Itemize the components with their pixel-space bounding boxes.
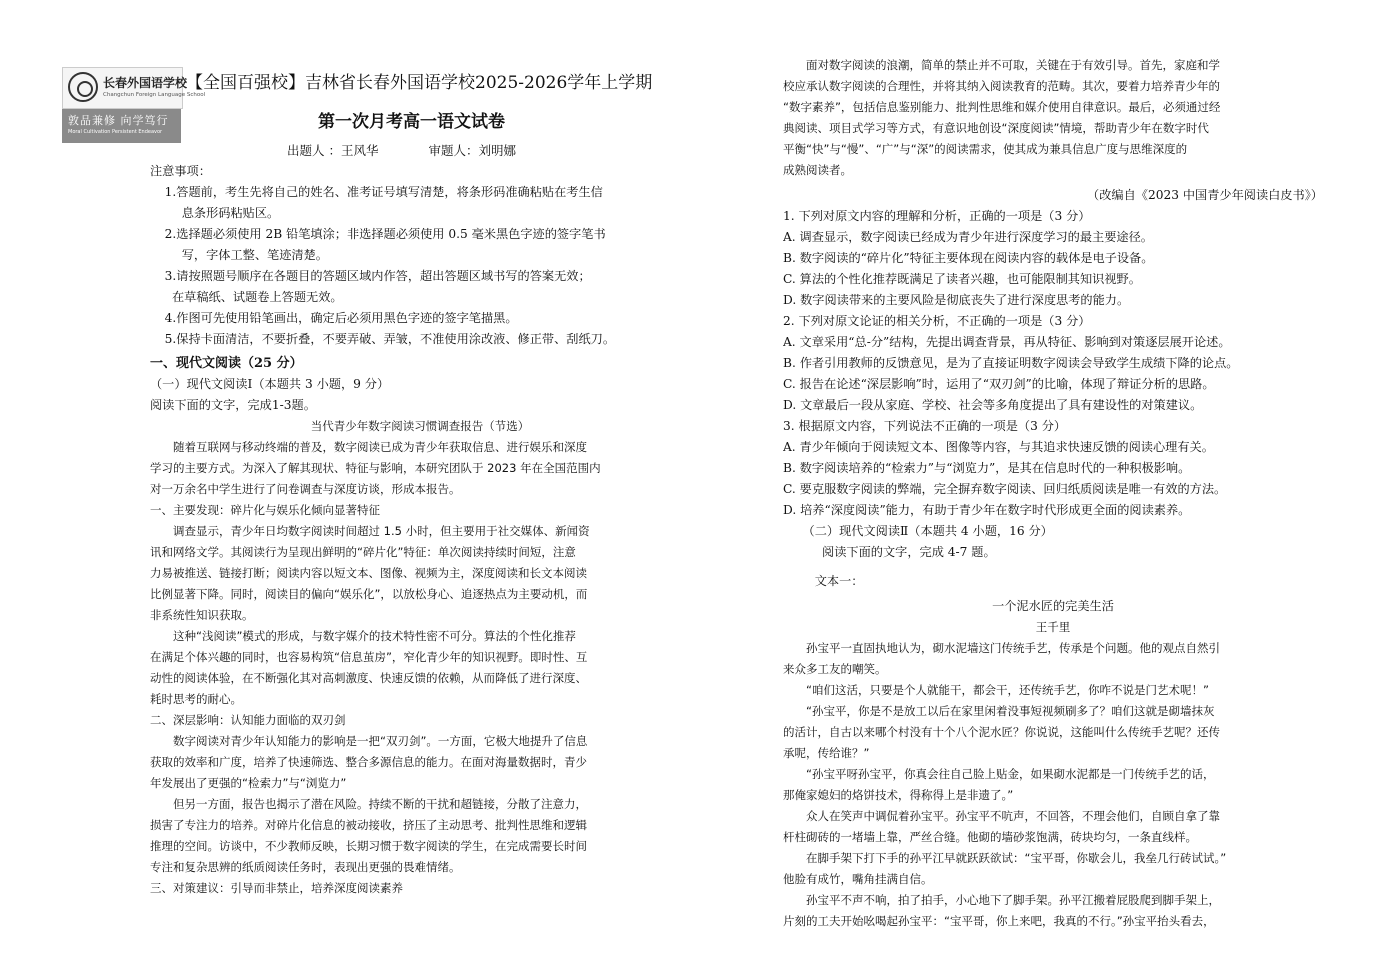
right-column (783, 55, 1323, 932)
paragraph-line: 三、对策建议：引导而非禁止，培养深度阅读素养 (150, 881, 403, 895)
question-line: 3. 根据原文内容，下列说法不正确的一项是（3 分） (783, 419, 1067, 433)
text-label: 文本一： (814, 574, 864, 588)
section-heading: 一、现代文阅读（25 分） (150, 356, 303, 371)
paragraph-line: 比例显著下降。同时，阅读目的偏向“娱乐化”，以放松身心、追逐热点为主要动机，而 (150, 587, 588, 601)
logo-school-name-en: Changchun Foreign Language School (103, 92, 206, 98)
paragraph-line: “数字素养”，包括信息鉴别能力、批判性思维和媒介使用自律意识。最后，必须通过经 (783, 100, 1221, 114)
paragraph-line: 专注和复杂思辨的纸质阅读任务时，表现出更强的畏难情绪。 (150, 860, 461, 874)
left-column (150, 161, 690, 899)
logo-motto: 敦品兼修 向学笃行 (68, 114, 169, 127)
story-line: 片刻的工夫开始吆喝起孙宝平：“宝平哥，你上来吧，我真的不行。”孙宝平抬头看去， (783, 914, 1215, 928)
question-line: C. 算法的个性化推荐既满足了读者兴趣，也可能限制其知识视野。 (783, 272, 1141, 286)
story-line: 孙宝平不声不响，拍了拍手，小心地下了脚手架。孙平江搬着屁股爬到脚手架上， (806, 893, 1220, 907)
subsection-heading: （一）现代文阅读Ⅰ（本题共 3 小题，9 分） (150, 377, 390, 391)
paragraph-line: 典阅读、项目式学习等方式，有意识地创设“深度阅读”情境，帮助青少年在数字时代 (783, 121, 1209, 135)
question-line: A. 文章采用“总-分”结构，先提出调查背景，再从特征、影响到对策逐层展开论述。 (783, 335, 1231, 349)
question-line: D. 文章最后一段从家庭、学校、社会等多角度提出了具有建设性的对策建议。 (783, 398, 1203, 412)
paragraph-line: 获取的效率和广度，培养了快速筛选、整合多源信息的能力。在面对海量数据时，青少 (150, 755, 587, 769)
story-line: 他脸有成竹，嘴角挂满自信。 (783, 872, 933, 886)
questions-1-3 (783, 206, 1323, 521)
story-line: 承呢，传给谁？” (783, 746, 870, 760)
paragraph-line: 动性的阅读体验，在不断强化其对高刺激度、快速反馈的依赖，从而降低了进行深度、 (150, 671, 587, 685)
notice-item: 5.保持卡面清洁，不要折叠，不要弄破、弄皱，不准使用涂改液、修正带、刮纸刀。 (164, 332, 616, 346)
paragraph-line: 力易被推送、链接打断；阅读内容以短文本、图像、视频为主，深度阅读和长文本阅读 (150, 566, 587, 580)
paragraph-line: 非系统性知识获取。 (150, 608, 254, 622)
reading-instruction: 阅读下面的文字，完成1-3题。 (150, 398, 316, 412)
story-title: 一个泥水匠的完美生活 (992, 599, 1114, 613)
question-line: A. 调查显示，数字阅读已经成为青少年进行深度学习的最主要途径。 (783, 230, 1153, 244)
paragraph-line: 讯和网络文学。其阅读行为呈现出鲜明的“碎片化”特征：单次阅读持续时间短，注意 (150, 545, 576, 559)
story-line: 来众多工友的嘲笑。 (783, 662, 887, 676)
paragraph-line: 年发展出了更强的“检索力”与“浏览力” (150, 776, 347, 790)
story-line: 杆柱砌砖的一堵墙上靠，严丝合缝。他砌的墙砂浆饱满，砖块均匀，一条直线样。 (783, 830, 1197, 844)
exam-setters (287, 141, 566, 159)
paragraph-line: 损害了专注力的培养。对碎片化信息的被动接收，挤压了主动思考、批判性思维和逻辑 (150, 818, 587, 832)
paragraph-line: 对一万余名中学生进行了问卷调查与深度访谈，形成本报告。 (150, 482, 461, 496)
logo-school-name: 长春外国语学校 (103, 76, 188, 90)
paragraph-line: 耗时思考的耐心。 (150, 692, 242, 706)
article-title: 当代青少年数字阅读习惯调查报告（节选） (310, 419, 530, 433)
notice-item: 4.作图可先使用铅笔画出，确定后必须用黑色字迹的签字笔描黑。 (164, 311, 518, 325)
story-author: 王千里 (1035, 620, 1071, 634)
paragraph-line: 学习的主要方式。为深入了解其现状、特征与影响，本研究团队于 2023 年在全国范围内 (150, 461, 601, 475)
subsection-heading: （二）现代文阅读Ⅱ（本题共 4 小题，16 分） (802, 524, 1053, 538)
story-line: 那俺家媳妇的烙饼技术，得称得上是非遗了。” (783, 788, 1014, 802)
story-line: 的活计，自古以来哪个村没有十个八个泥水匠？你说说，这能叫什么传统手艺呢？还传 (783, 725, 1220, 739)
paragraph-line: 面对数字阅读的浪潮，简单的禁止并不可取，关键在于有效引导。首先，家庭和学 (806, 58, 1220, 72)
school-logo (62, 67, 206, 141)
setter-name: 出题人 ：王风华 (287, 143, 379, 158)
school-seal-icon (68, 72, 98, 102)
paragraph-line: 随着互联网与移动终端的普及，数字阅读已成为青少年获取信息、进行娱乐和深度 (173, 440, 587, 454)
logo-motto-band (62, 109, 181, 143)
paragraph-line: 平衡“快”与“慢”、“广”与“深”的阅读需求，使其成为兼具信息广度与思维深度的 (783, 142, 1188, 156)
article-body-continued (783, 55, 1323, 181)
notice-item: 在草稿纸、试题卷上答题无效。 (171, 290, 343, 304)
notice-item: 3.请按照题号顺序在各题目的答题区域内作答，超出答题区域书写的答案无效； (164, 269, 591, 283)
notice-item: 2.选择题必须使用 2B 铅笔填涂；非选择题必须使用 0.5 毫米黑色字迹的签字笔书 (164, 227, 606, 241)
question-line: 2. 下列对原文论证的相关分析，不正确的一项是（3 分） (783, 314, 1091, 328)
paragraph-line: 数字阅读对青少年认知能力的影响是一把“双刃剑”。一方面，它极大地提升了信息 (173, 734, 588, 748)
question-line: A. 青少年倾向于阅读短文本、图像等内容，与其追求快速反馈的阅读心理有关。 (783, 440, 1214, 454)
paragraph-line: 调查显示，青少年日均数字阅读时间超过 1.5 小时，但主要用于社交媒体、新闻资 (173, 524, 590, 538)
question-line: C. 要克服数字阅读的弊端，完全摒弃数字阅读、回归纸质阅读是唯一有效的方法。 (783, 482, 1227, 496)
exam-title-line2: 第一次月考高一语文试卷 (318, 112, 505, 132)
story-body (783, 638, 1323, 932)
paragraph-line: 校应承认数字阅读的合理性，并将其纳入阅读教育的范畴。其次，要着力培养青少年的 (783, 79, 1220, 93)
story-line: “咱们这活，只要是个人就能干，都会干，还传统手艺，你咋不说是门艺术呢！” (806, 683, 1209, 697)
question-line: D. 数字阅读带来的主要风险是彻底丧失了进行深度思考的能力。 (783, 293, 1130, 307)
story-line: 在脚手架下打下手的孙平江早就跃跃欲试：“宝平哥，你歇会儿，我垒几行砖试试。” (806, 851, 1227, 865)
logo-emblem-area (62, 67, 206, 109)
notice-title: 注意事项： (150, 164, 211, 178)
story-line: 众人在笑声中调侃着孙宝平。孙宝平不吭声，不回答，不理会他们，自顾自拿了靠 (806, 809, 1220, 823)
article-body (150, 437, 690, 899)
paragraph-line: 成熟阅读者。 (783, 163, 852, 177)
paragraph-line: 在满足个体兴趣的同时，也容易构筑“信息茧房”，窄化青少年的知识视野。即时性、互 (150, 650, 588, 664)
question-line: D. 培养“深度阅读”能力，有助于青少年在数字时代形成更全面的阅读素养。 (783, 503, 1191, 517)
notice-item: 写，字体工整、笔迹清楚。 (181, 248, 328, 262)
question-line: 1. 下列对原文内容的理解和分析，正确的一项是（3 分） (783, 209, 1091, 223)
question-line: B. 数字阅读的“碎片化”特征主要体现在阅读内容的载体是电子设备。 (783, 251, 1154, 265)
reading-instruction: 阅读下面的文字，完成 4-7 题。 (822, 545, 996, 559)
question-line: B. 数字阅读培养的“检索力”与“浏览力”，是其在信息时代的一种积极影响。 (783, 461, 1191, 475)
story-line: 孙宝平一直固执地认为，砌水泥墙这门传统手艺，传承是个问题。他的观点自然引 (806, 641, 1220, 655)
story-line: “孙宝平，你是不是放工以后在家里闲着没事短视频刷多了？咱们这就是砌墙抹灰 (806, 704, 1215, 718)
exam-title-line1: 【全国百强校】吉林省长春外国语学校2025-2026学年上学期 (186, 73, 653, 93)
paragraph-line: 推理的空间。访谈中，不少教师反映，长期习惯于数字阅读的学生，在完成需要长时间 (150, 839, 587, 853)
story-line: “孙宝平呀孙宝平，你真会往自己脸上贴金，如果砌水泥都是一门传统手艺的话， (806, 767, 1215, 781)
question-line: C. 报告在论述“深层影响”时，运用了“双刃剑”的比喻，体现了辩证分析的思路。 (783, 377, 1215, 391)
paragraph-line: 二、深层影响：认知能力面临的双刃剑 (150, 713, 346, 727)
article-source: （改编自《2023 中国青少年阅读白皮书》） (1087, 188, 1323, 202)
notice-item: 1.答题前，考生先将自己的姓名、准考证号填写清楚，将条形码准确粘贴在考生信 (164, 185, 603, 199)
reviewer-name: 审题人：刘明娜 (428, 143, 516, 158)
paragraph-line: 但另一方面，报告也揭示了潜在风险。持续不断的干扰和超链接，分散了注意力， (173, 797, 587, 811)
paragraph-line: 一、主要发现：碎片化与娱乐化倾向显著特征 (150, 503, 380, 517)
paragraph-line: 这种“浅阅读”模式的形成，与数字媒介的技术特性密不可分。算法的个性化推荐 (173, 629, 576, 643)
question-line: B. 作者引用教师的反馈意见，是为了直接证明数字阅读会导致学生成绩下降的论点。 (783, 356, 1239, 370)
logo-motto-en: Moral Cultivation Persistent Endeavor (68, 129, 163, 135)
notice-item: 息条形码粘贴区。 (181, 206, 280, 220)
